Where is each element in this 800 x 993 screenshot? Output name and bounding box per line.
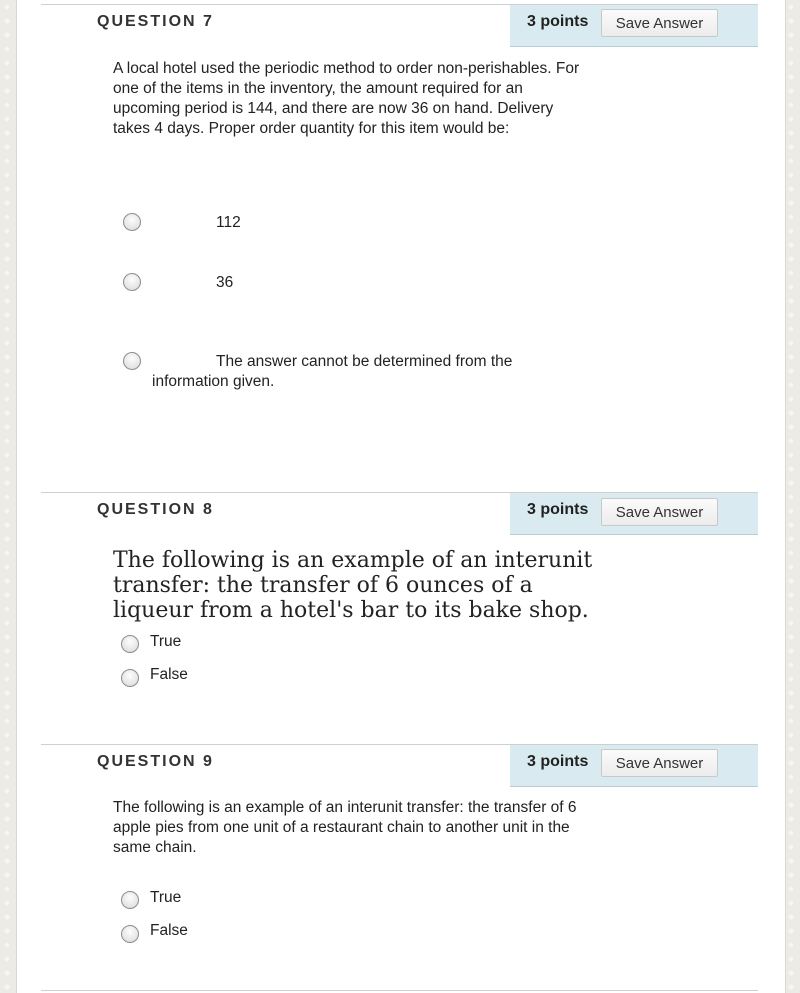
question-8-option-false-label: False <box>150 666 188 683</box>
question-8-save-answer-button[interactable]: Save Answer <box>601 498 718 526</box>
question-7-save-answer-button[interactable]: Save Answer <box>601 9 718 37</box>
question-9-option-false-radio[interactable] <box>121 925 139 943</box>
question-8-points: 3 points <box>527 501 589 518</box>
question-8-title: QUESTION 8 <box>97 501 214 518</box>
question-9-text: The following is an example of an interunit transfer: the transfer of 6 apple pies from one unit of a restaurant chain to another unit in the same chain. <box>113 799 577 856</box>
question-7-option-2-radio[interactable] <box>123 273 141 291</box>
question-7-points: 3 points <box>527 13 589 30</box>
question-7-text: A local hotel used the periodic method to order non-perishables. For one of the items in the inventory, the amount required for an upcoming period is 144, and there are now 36 on hand. Delivery takes 4 days. Proper order quantity for this item would be: <box>113 60 580 137</box>
question-7-option-1-radio[interactable] <box>123 213 141 231</box>
question-9-save-answer-button[interactable]: Save Answer <box>601 749 718 777</box>
question-9-option-false-label: False <box>150 922 188 939</box>
question-7-option-3-radio[interactable] <box>123 352 141 370</box>
question-8-option-true-label: True <box>150 633 182 650</box>
question-9-points: 3 points <box>527 753 589 770</box>
question-7-title: QUESTION 7 <box>97 13 214 30</box>
question-8-option-true-radio[interactable] <box>121 635 139 653</box>
question-7-option-2-label: 36 <box>216 274 234 291</box>
question-9-option-true-radio[interactable] <box>121 891 139 909</box>
question-8-option-false-radio[interactable] <box>121 669 139 687</box>
question-7-option-1-label: 112 <box>216 214 241 231</box>
question-9-title: QUESTION 9 <box>97 753 214 770</box>
question-7-option-3-label: The answer cannot be determined from the information given. <box>152 353 513 390</box>
question-9-option-true-label: True <box>150 889 182 906</box>
question-8-text: The following is an example of an interunit transfer: the transfer of 6 ounces of a liqueur from a hotel's bar to its bake shop. <box>113 548 593 623</box>
page-bottom-divider <box>41 990 758 991</box>
